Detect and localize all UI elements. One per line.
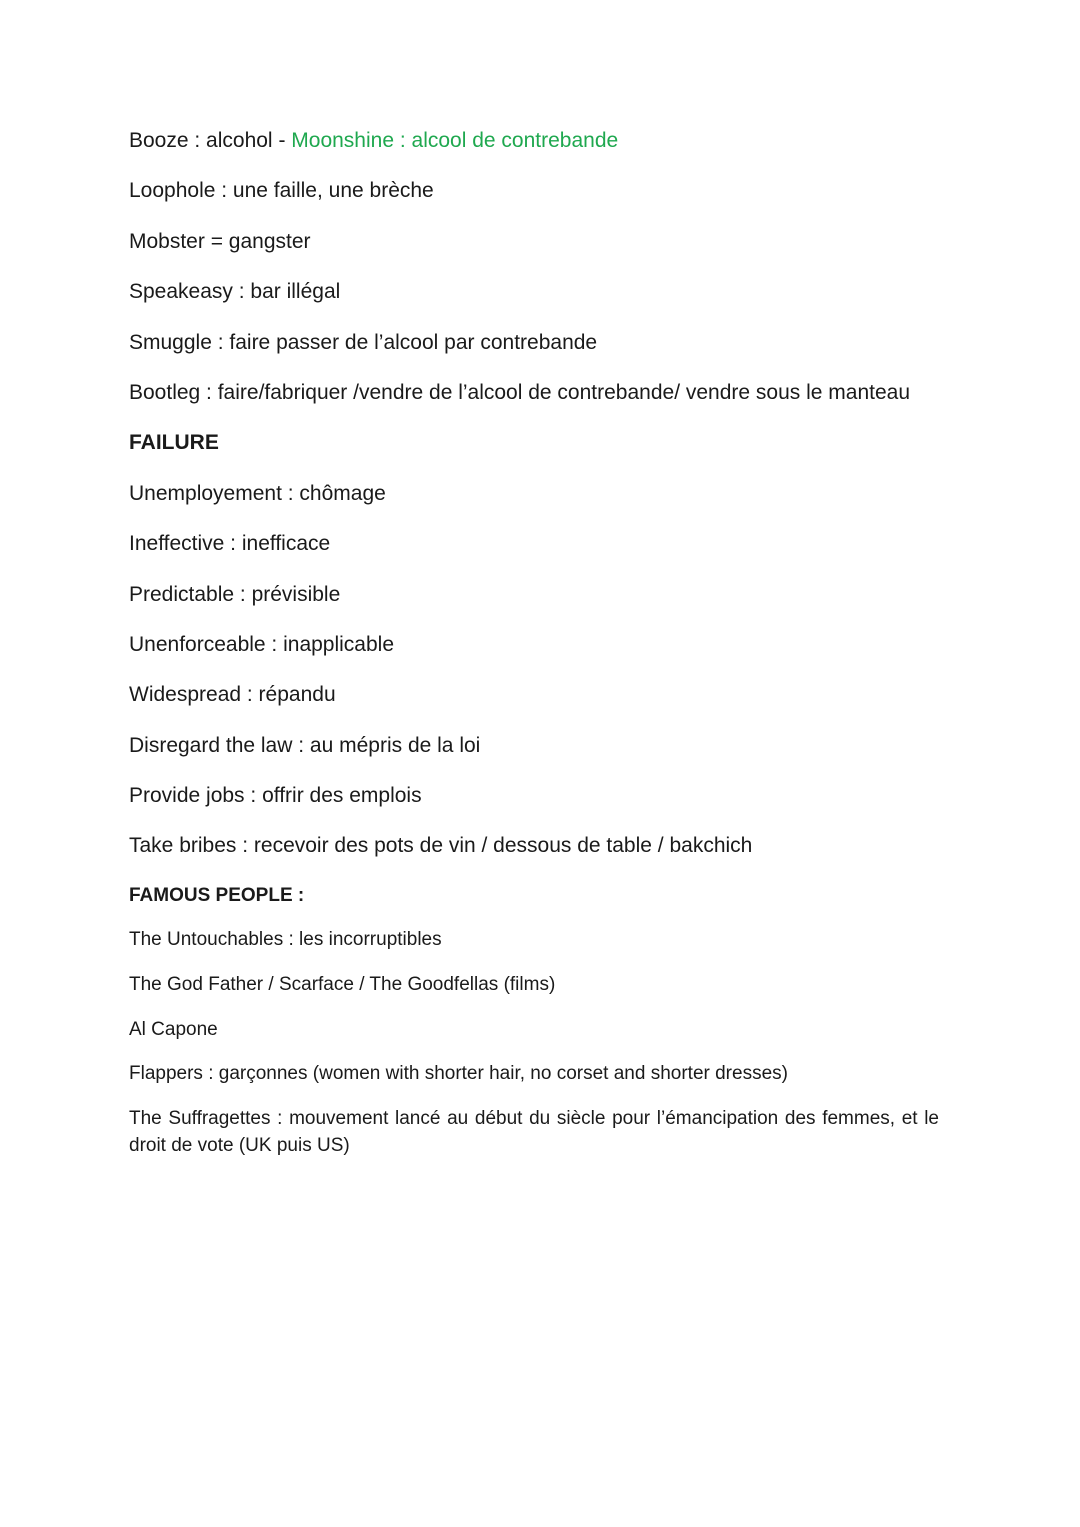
failure-item: Unemployement : chômage <box>129 481 386 505</box>
famous-item: Flappers : garçonnes (women with shorter hair, no corset and shorter dresses) <box>129 1063 788 1085</box>
vocab-line-mobster: Mobster = gangster <box>129 229 311 253</box>
vocab-term-highlight: Moonshine : alcool de contrebande <box>291 129 619 152</box>
vocab-line-smuggle: Smuggle : faire passer de l’alcool par contrebande <box>129 330 598 354</box>
failure-item: Take bribes : recevoir des pots de vin / dessous de table / bakchich <box>129 834 753 858</box>
famous-item: The Untouchables : les incorruptibles <box>129 929 442 951</box>
vocab-term: Booze : alcohol <box>129 129 273 152</box>
failure-item: Widespread : répandu <box>129 683 336 707</box>
vocab-line-booze <box>129 126 959 176</box>
vocab-line-bootleg: Bootleg : faire/fabriquer /vendre de l’alcool de contrebande/ vendre sous le manteau <box>129 380 910 404</box>
failure-item: Predictable : prévisible <box>129 582 341 606</box>
separator: - <box>272 129 292 152</box>
section-heading-famous-people: FAMOUS PEOPLE : <box>129 884 305 906</box>
failure-item: Disregard the law : au mépris de la loi <box>129 733 481 757</box>
famous-item: Al Capone <box>129 1018 218 1040</box>
document-page <box>129 126 959 1159</box>
vocab-line-loophole: Loophole : une faille, une brèche <box>129 179 434 203</box>
failure-item: Unenforceable : inapplicable <box>129 632 395 656</box>
famous-item: The God Father / Scarface / The Goodfellas (films) <box>129 974 556 996</box>
section-heading-failure: FAILURE <box>129 431 219 455</box>
failure-item: Provide jobs : offrir des emplois <box>129 784 422 808</box>
suffragettes-paragraph: The Suffragettes : mouvement lancé au début du siècle pour l’émancipation des femmes, et le droit de vote (UK puis US) <box>129 1107 939 1156</box>
failure-item: Ineffective : inefficace <box>129 532 331 556</box>
vocab-line-speakeasy: Speakeasy : bar illégal <box>129 280 341 304</box>
